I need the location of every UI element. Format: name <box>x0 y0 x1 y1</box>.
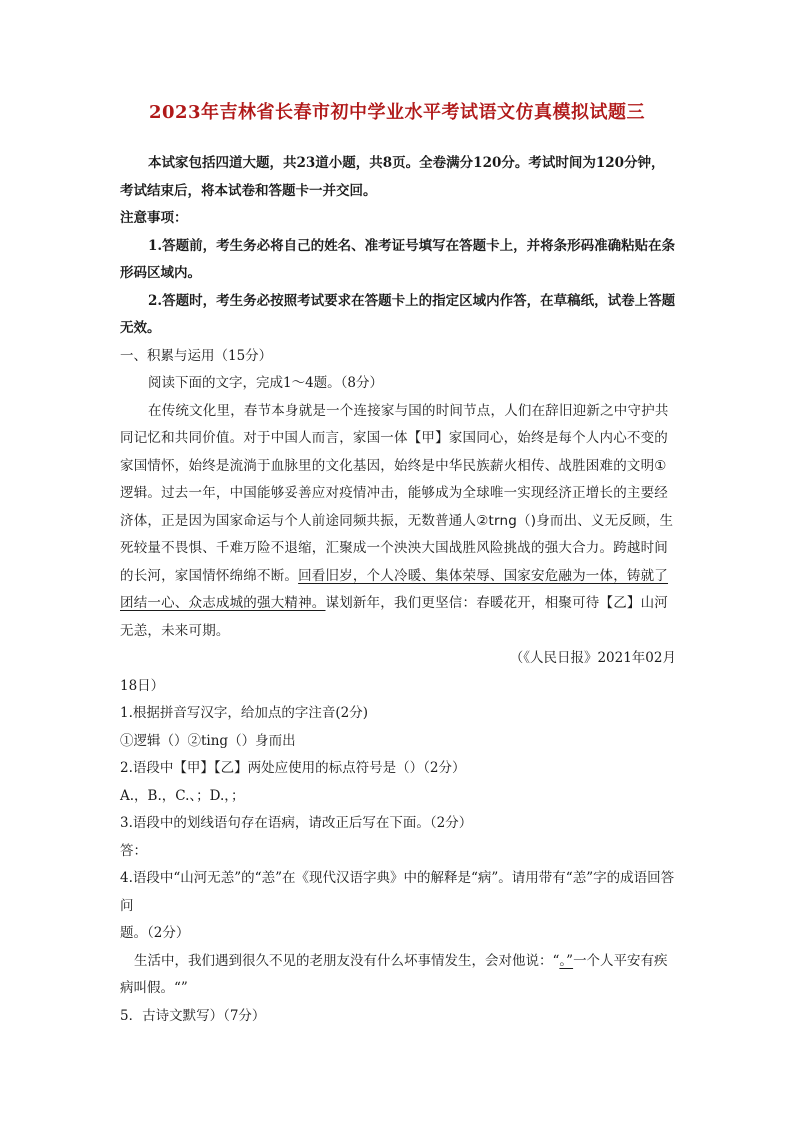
section-heading: 一、积累与运用（15分） <box>120 347 273 364</box>
passage-text-after: 谋划新年，我们更坚信：春暖花开，相聚可待【乙】山河无恙，未来可期。 <box>120 595 668 639</box>
notes-item-1: 1.答题前，考生务必将自己的姓名、准考证号填写在答题卡上，并将条形码准确粘贴在条形码区域内。 <box>120 237 676 281</box>
question-4-answer-blank: 。” <box>559 952 574 969</box>
question-2-options: A.，B.，C.、；D.，； <box>120 787 245 804</box>
notes-item-2: 2.答题时，考生务必按照考试要求在答题卡上的指定区域内作答，在草稿纸，试卷上答题无效。 <box>120 292 676 336</box>
question-4: 4.语段中“山河无恙”的“恙”在《现代汉语字典》中的解释是“病”。请用带有“恙”字的成语回答问 <box>120 870 675 914</box>
question-1: 1.根据拼音写汉字，给加点的字注音(2分) <box>120 705 369 721</box>
passage-source: （《人民日报》2021年02月 <box>509 650 676 666</box>
exam-intro: 本试家包括四道大题，共23道小题，共8页。全卷满分120分。考试时间为120分钟，考试结束后，将本试卷和答题卡一并交回。 <box>120 155 665 199</box>
passage-source-date: 18日） <box>120 677 165 694</box>
page-title: 2023年吉林省长春市初中学业水平考试语文仿真模拟试题三 <box>148 102 646 123</box>
reading-instruction: 阅读下面的文字，完成1～4题。（8分） <box>148 375 384 391</box>
question-1-blanks: ①逻辑（）②ting（）身而出 <box>120 732 296 749</box>
question-3: 3.语段中的划线语句存在语病，请改正后写在下面。（2分） <box>120 815 473 831</box>
question-3-answer: 答： <box>120 842 147 859</box>
question-4-cont: 题。（2分） <box>120 925 190 941</box>
exam-content <box>120 150 676 1030</box>
passage-underlined-sentence: 回看旧岁，个人冷暖、集体荣辱、国家安危融为一体，铸就了团结一心、众志成城的强大精神。 <box>120 567 669 611</box>
question-5: 5．古诗文默写）（7分） <box>120 1007 266 1024</box>
question-4-context-before: 生活中，我们遇到很久不见的老朋友没有什么坏事情发生，会对他说：“ <box>134 952 560 969</box>
question-2: 2.语段中【甲】【乙】两处应使用的标点符号是（）（2分） <box>120 760 466 776</box>
notes-heading: 注意事项： <box>120 210 188 226</box>
question-4-context-after: 一个人平安有疾病叫假。“” <box>120 952 668 996</box>
reading-passage <box>120 398 676 646</box>
passage-text-before: 在传统文化里，春节本身就是一个连接家与国的时间节点，人们在辞旧迎新之中守护共同记忆和共同价值。对于中国人而言，家国一体【甲】家国同心，始终是每个人内心不变的家国情怀，始终是流淌于血脉里的文化基因，始终是中华民族薪火相传、战胜困难的文明①逻辑。过去一年，中国能够妥善应对疫情冲击，能够成为全球唯一实现经济正增长的主要经济体，正是因为国家命运与个人前途同频共振，无数普通人②trng（)身而出、义无反顾，生死较量不畏惧、千难万险不退缩，汇聚成一个泱泱大国战胜风险挑战的强大合力。跨越时间的长河，家国情怀绵绵不断。 <box>120 402 674 584</box>
question-4-context <box>120 948 676 1003</box>
